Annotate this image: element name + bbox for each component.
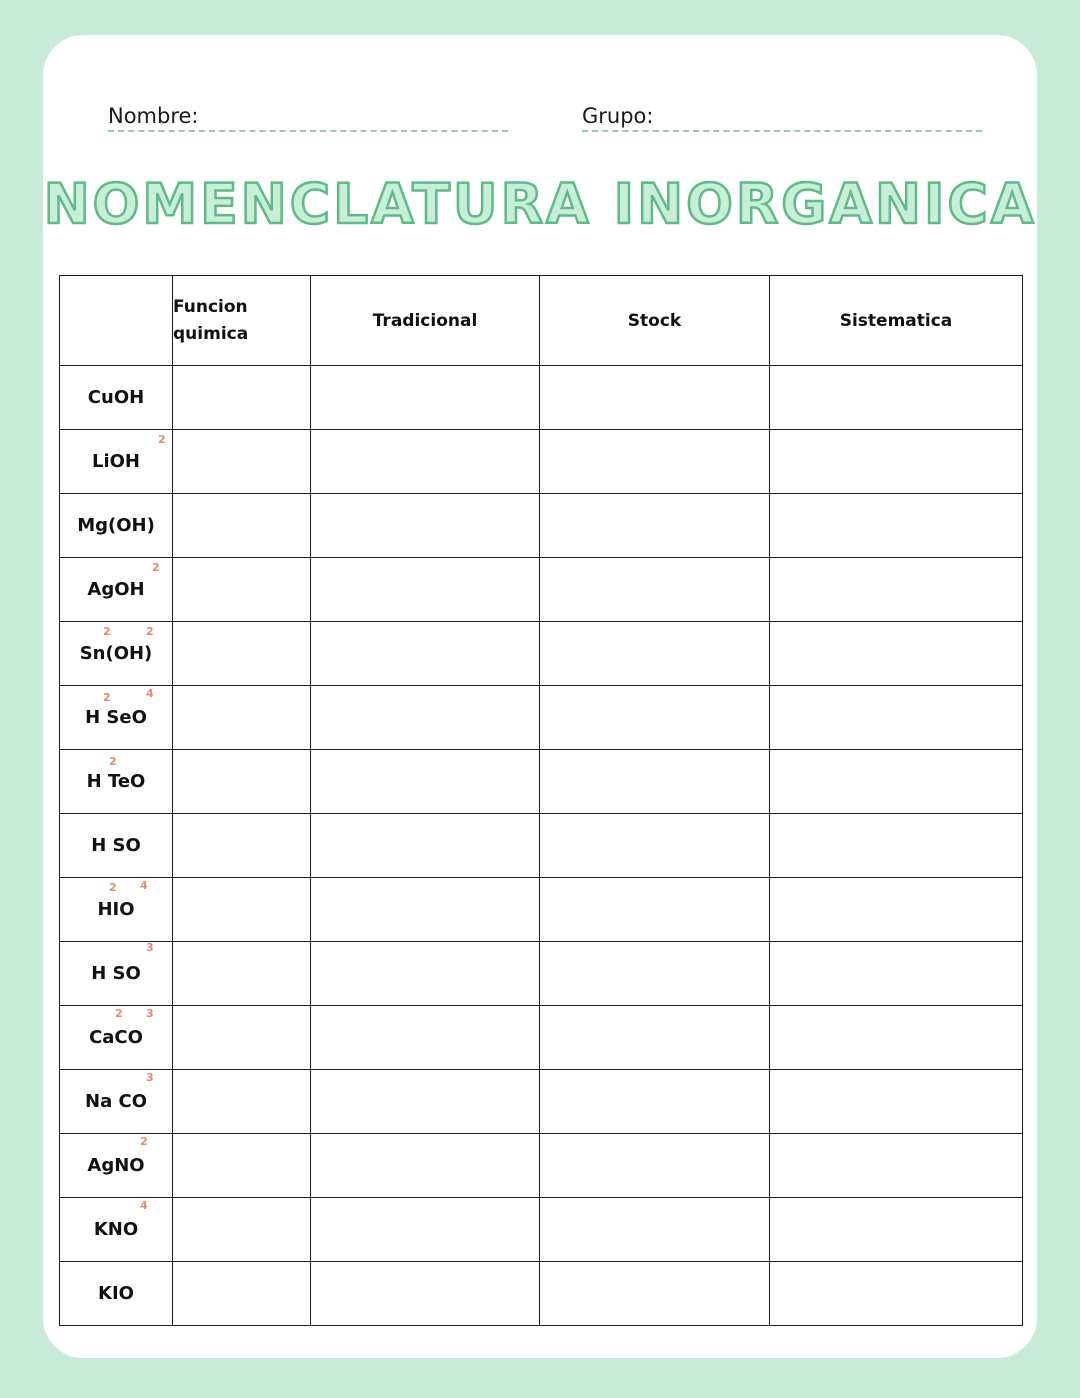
answer-cell-funcion-quimica[interactable] — [173, 1198, 311, 1262]
answer-cell-funcion-quimica[interactable] — [173, 878, 311, 942]
group-label: Grupo: — [582, 104, 654, 128]
answer-cell-funcion-quimica[interactable] — [173, 1134, 311, 1198]
answer-cell-funcion-quimica[interactable] — [173, 1006, 311, 1070]
answer-cell-sistematica[interactable] — [770, 750, 1023, 814]
answer-cell-tradicional[interactable] — [311, 1262, 540, 1326]
answer-cell-sistematica[interactable] — [770, 494, 1023, 558]
table-row — [60, 1262, 1023, 1326]
answer-cell-tradicional[interactable] — [311, 1198, 540, 1262]
answer-cell-sistematica[interactable] — [770, 558, 1023, 622]
formula-cell — [60, 750, 173, 814]
formula-cell — [60, 494, 173, 558]
subscript-mark: 2 — [103, 625, 111, 638]
table-row — [60, 1070, 1023, 1134]
subscript-mark: 3 — [146, 1071, 154, 1084]
table-row — [60, 814, 1023, 878]
subscript-mark: 4 — [140, 879, 148, 892]
subscript-mark: 2 — [109, 881, 117, 894]
answer-cell-tradicional[interactable] — [311, 430, 540, 494]
formula-cell — [60, 814, 173, 878]
answer-cell-funcion-quimica[interactable] — [173, 430, 311, 494]
answer-cell-stock[interactable] — [540, 558, 770, 622]
answer-cell-funcion-quimica[interactable] — [173, 1070, 311, 1134]
formula-text: KIO — [98, 1283, 134, 1304]
answer-cell-sistematica[interactable] — [770, 430, 1023, 494]
answer-cell-funcion-quimica[interactable] — [173, 558, 311, 622]
subscript-mark: 4 — [146, 687, 154, 700]
table-row — [60, 1198, 1023, 1262]
answer-cell-sistematica[interactable] — [770, 1134, 1023, 1198]
table-row — [60, 750, 1023, 814]
table-row — [60, 1134, 1023, 1198]
answer-cell-stock[interactable] — [540, 1006, 770, 1070]
table-row — [60, 1006, 1023, 1070]
subscript-mark: 2 — [109, 755, 117, 768]
answer-cell-stock[interactable] — [540, 1134, 770, 1198]
answer-cell-sistematica[interactable] — [770, 686, 1023, 750]
answer-cell-stock[interactable] — [540, 814, 770, 878]
answer-cell-stock[interactable] — [540, 942, 770, 1006]
formula-text: Na CO — [85, 1091, 147, 1112]
formula-cell — [60, 686, 173, 750]
answer-cell-stock[interactable] — [540, 1198, 770, 1262]
answer-cell-sistematica[interactable] — [770, 1198, 1023, 1262]
page-title: NOMENCLATURA INORGANICA — [43, 172, 1037, 236]
formula-text: H TeO — [86, 771, 146, 792]
header-funcion-quimica: Funcion quimica — [173, 276, 311, 366]
formula-cell — [60, 942, 173, 1006]
answer-cell-funcion-quimica[interactable] — [173, 814, 311, 878]
answer-cell-stock[interactable] — [540, 1262, 770, 1326]
formula-text: CuOH — [87, 387, 145, 408]
table-body — [60, 366, 1023, 1326]
answer-cell-tradicional[interactable] — [311, 622, 540, 686]
answer-cell-funcion-quimica[interactable] — [173, 366, 311, 430]
table-row — [60, 878, 1023, 942]
formula-text: HIO — [97, 899, 135, 920]
nomenclature-table — [59, 275, 1023, 1326]
answer-cell-tradicional[interactable] — [311, 878, 540, 942]
subscript-mark: 2 — [103, 691, 111, 704]
formula-text: H SO — [91, 835, 141, 856]
table-row — [60, 494, 1023, 558]
subscript-mark: 4 — [140, 1199, 148, 1212]
table-header-row — [60, 276, 1023, 366]
answer-cell-tradicional[interactable] — [311, 558, 540, 622]
table-row — [60, 942, 1023, 1006]
formula-cell — [60, 1070, 173, 1134]
answer-cell-stock[interactable] — [540, 622, 770, 686]
answer-cell-sistematica[interactable] — [770, 1006, 1023, 1070]
answer-cell-sistematica[interactable] — [770, 1262, 1023, 1326]
subscript-mark: 2 — [152, 561, 160, 574]
table-row — [60, 686, 1023, 750]
group-input-line[interactable] — [582, 130, 982, 132]
answer-cell-sistematica[interactable] — [770, 878, 1023, 942]
answer-cell-funcion-quimica[interactable] — [173, 750, 311, 814]
answer-cell-sistematica[interactable] — [770, 814, 1023, 878]
answer-cell-sistematica[interactable] — [770, 942, 1023, 1006]
header-tradicional: Tradicional — [311, 276, 540, 366]
formula-cell — [60, 558, 173, 622]
answer-cell-stock[interactable] — [540, 686, 770, 750]
formula-text: H SO — [91, 963, 141, 984]
formula-cell — [60, 1262, 173, 1326]
answer-cell-tradicional[interactable] — [311, 1006, 540, 1070]
answer-cell-tradicional[interactable] — [311, 1070, 540, 1134]
answer-cell-funcion-quimica[interactable] — [173, 494, 311, 558]
formula-text: AgNO — [87, 1155, 145, 1176]
header-formula — [60, 276, 173, 366]
table-row — [60, 430, 1023, 494]
formula-cell — [60, 366, 173, 430]
header-sistematica: Sistematica — [770, 276, 1023, 366]
formula-text: AgOH — [87, 579, 145, 600]
answer-cell-funcion-quimica[interactable] — [173, 942, 311, 1006]
answer-cell-tradicional[interactable] — [311, 814, 540, 878]
answer-cell-funcion-quimica[interactable] — [173, 1262, 311, 1326]
table-row — [60, 366, 1023, 430]
subscript-mark: 2 — [140, 1135, 148, 1148]
answer-cell-stock[interactable] — [540, 878, 770, 942]
answer-cell-tradicional[interactable] — [311, 494, 540, 558]
formula-text: Mg(OH) — [77, 515, 155, 536]
subscript-mark: 2 — [146, 625, 154, 638]
answer-cell-sistematica[interactable] — [770, 1070, 1023, 1134]
subscript-mark: 2 — [115, 1007, 123, 1020]
answer-cell-sistematica[interactable] — [770, 366, 1023, 430]
subscript-mark: 2 — [158, 433, 166, 446]
formula-cell — [60, 1198, 173, 1262]
answer-cell-stock[interactable] — [540, 750, 770, 814]
name-label: Nombre: — [108, 104, 199, 128]
formula-cell — [60, 1134, 173, 1198]
answer-cell-stock[interactable] — [540, 430, 770, 494]
answer-cell-funcion-quimica[interactable] — [173, 622, 311, 686]
table-row — [60, 622, 1023, 686]
formula-cell — [60, 1006, 173, 1070]
formula-text: Sn(OH) — [79, 643, 153, 664]
subscript-mark: 3 — [146, 941, 154, 954]
answer-cell-sistematica[interactable] — [770, 622, 1023, 686]
formula-cell — [60, 622, 173, 686]
answer-cell-stock[interactable] — [540, 366, 770, 430]
answer-cell-stock[interactable] — [540, 494, 770, 558]
answer-cell-tradicional[interactable] — [311, 686, 540, 750]
answer-cell-stock[interactable] — [540, 1070, 770, 1134]
formula-text: H SeO — [85, 707, 147, 728]
formula-cell — [60, 430, 173, 494]
answer-cell-tradicional[interactable] — [311, 750, 540, 814]
answer-cell-tradicional[interactable] — [311, 942, 540, 1006]
formula-text: LiOH — [91, 451, 140, 472]
table-row — [60, 558, 1023, 622]
formula-text: KNO — [93, 1219, 139, 1240]
formula-cell — [60, 878, 173, 942]
subscript-mark: 3 — [146, 1007, 154, 1020]
answer-cell-funcion-quimica[interactable] — [173, 686, 311, 750]
header-stock: Stock — [540, 276, 770, 366]
answer-cell-tradicional[interactable] — [311, 366, 540, 430]
formula-text: CaCO — [89, 1027, 143, 1048]
name-input-line[interactable] — [108, 130, 508, 132]
answer-cell-tradicional[interactable] — [311, 1134, 540, 1198]
